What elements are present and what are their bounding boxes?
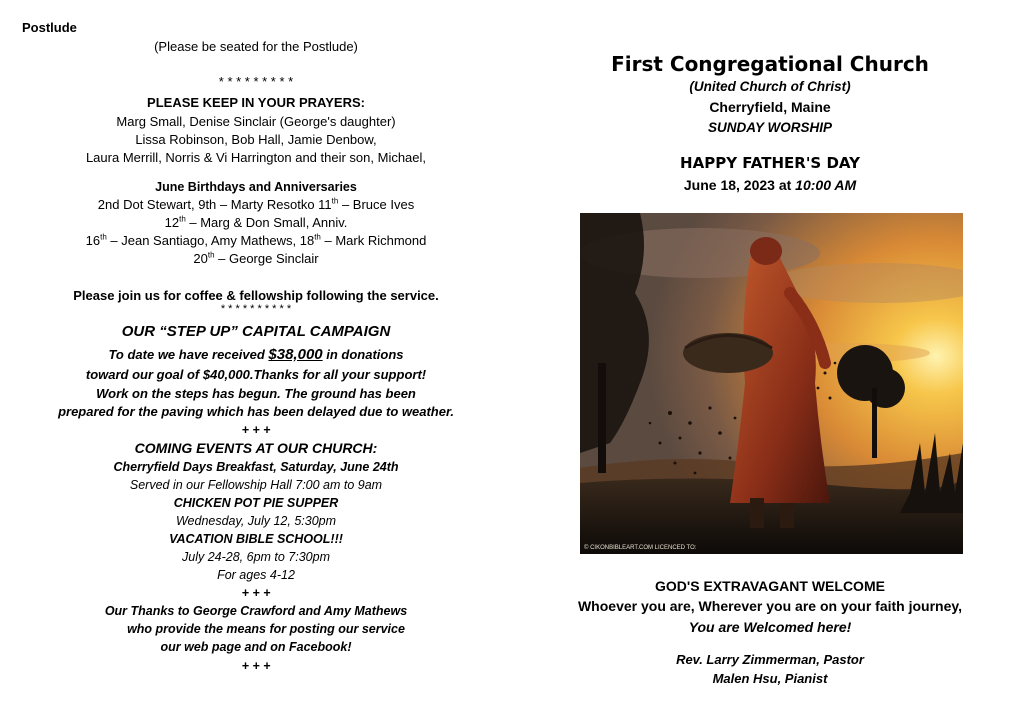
prayers-line: Laura Merrill, Norris & Vi Harrington and their son, Michael,	[85, 150, 427, 165]
location: Cherryfield, Maine	[709, 99, 831, 115]
separator-plus: + + +	[241, 423, 271, 437]
birthday-line: 20th – George Sinclair	[193, 250, 319, 266]
event-title: Cherryfield Days Breakfast, Saturday, June 24th	[113, 460, 399, 474]
event-detail: Wednesday, July 12, 5:30pm	[175, 514, 337, 528]
separator-plus: + + +	[241, 659, 271, 673]
separator-stars: * * * * * * * * *	[218, 74, 294, 89]
postlude-heading: Postlude	[22, 20, 77, 35]
welcome-heading: GOD'S EXTRAVAGANT WELCOME	[655, 578, 885, 594]
event-detail: For ages 4-12	[217, 568, 295, 582]
postlude-note: (Please be seated for the Postlude)	[154, 39, 358, 54]
event-title: VACATION BIBLE SCHOOL!!!	[169, 532, 343, 546]
thanks-line: our web page and on Facebook!	[160, 640, 352, 654]
campaign-heading: OUR “STEP UP” CAPITAL CAMPAIGN	[121, 323, 391, 340]
sower-walking-sunset-image	[580, 213, 963, 554]
coffee-notice: Please join us for coffee & fellowship following the service.	[73, 288, 439, 303]
event-detail: July 24-28, 6pm to 7:30pm	[182, 550, 330, 564]
church-name: First Congregational Church	[611, 52, 929, 76]
thanks-line: Our Thanks to George Crawford and Amy Mathews	[104, 604, 408, 618]
birthday-line: 12th – Marg & Don Small, Anniv.	[164, 214, 348, 230]
campaign-amount: $38,000	[268, 346, 323, 363]
event-title: CHICKEN POT PIE SUPPER	[173, 496, 339, 510]
birthdays-heading: June Birthdays and Anniversaries	[155, 180, 357, 194]
prayers-line: Marg Small, Denise Sinclair (George's daughter)	[116, 114, 396, 129]
image-credit: © CIKONBIBLEART.COM LICENCED TO:	[584, 545, 697, 551]
pastor-credit: Rev. Larry Zimmerman, Pastor	[676, 652, 864, 667]
campaign-line: toward our goal of $40,000.Thanks for all your support!	[85, 367, 427, 382]
service-title: SUNDAY WORSHIP	[707, 120, 832, 135]
denomination: (United Church of Christ)	[689, 79, 851, 94]
prayers-line: Lissa Robinson, Bob Hall, Jamie Denbow,	[135, 132, 377, 147]
prayers-heading: PLEASE KEEP IN YOUR PRAYERS:	[147, 95, 365, 110]
separator-stars: * * * * * * * * * *	[220, 303, 292, 315]
birthday-line: 2nd Dot Stewart, 9th – Marty Resotko 11th – Bruce Ives	[97, 196, 415, 212]
welcome-tagline: You are Welcomed here!	[688, 619, 852, 635]
welcome-line: Whoever you are, Wherever you are on your faith journey,	[577, 598, 963, 614]
service-date: June 18, 2023 at 10:00 AM	[683, 177, 857, 193]
birthday-line: 16th – Jean Santiago, Amy Mathews, 18th – Mark Richmond	[85, 232, 427, 248]
event-detail: Served in our Fellowship Hall 7:00 am to 9am	[129, 478, 383, 492]
campaign-line: prepared for the paving which has been delayed due to weather.	[58, 404, 454, 419]
separator-plus: + + +	[241, 586, 271, 600]
campaign-line: To date we have received $38,000 in donations	[108, 346, 404, 363]
thanks-line: who provide the means for posting our service	[127, 622, 405, 636]
events-heading: COMING EVENTS AT OUR CHURCH:	[134, 440, 378, 456]
pianist-credit: Malen Hsu, Pianist	[712, 671, 828, 686]
cover-illustration	[580, 213, 963, 554]
campaign-line: Work on the steps has begun. The ground has been	[96, 386, 416, 401]
occasion-title: HAPPY FATHER'S DAY	[680, 154, 860, 172]
